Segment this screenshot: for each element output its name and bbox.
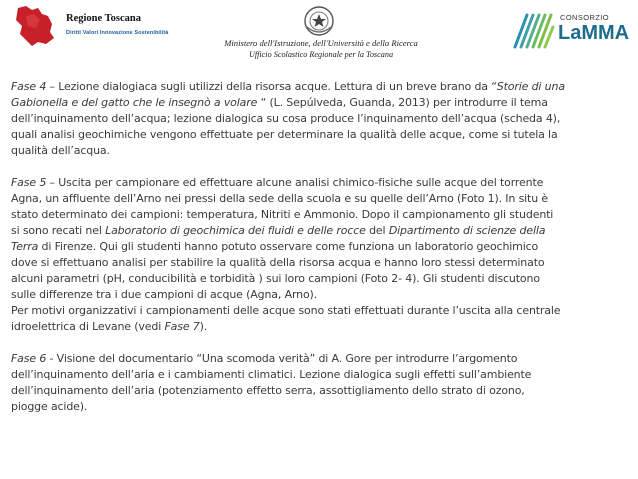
- paragraph-fase-4: [11, 79, 631, 159]
- text-line: [11, 319, 631, 335]
- text-span: - Visione del documentario “Una scomoda verità” di A. Gore per introdurre l’argomento: [46, 352, 518, 365]
- regione-toscana-tagline: Diritti Valori Innovazione Sostenibilità: [66, 30, 169, 36]
- text-span: “ (L. Sepúlveda, Guanda, 2013) per introdurre il tema: [257, 96, 548, 109]
- department-name: Terra: [11, 240, 39, 253]
- text-line: piogge acide).: [11, 400, 88, 413]
- text-line: [11, 351, 631, 367]
- text-line: sulle differenze tra i due campioni di acque (Agna, Arno).: [11, 288, 318, 301]
- lab-name: Laboratorio di geochimica dei fluidi e delle rocce: [105, 224, 366, 237]
- text-span: idroelettrica di Levane (vedi: [11, 320, 165, 333]
- phase-label: Fase 6: [11, 352, 47, 365]
- text-span: del: [365, 224, 389, 237]
- italian-republic-emblem-icon: [303, 5, 335, 37]
- paragraph-fase-5: [11, 175, 631, 335]
- lamma-name: LaMMA: [558, 22, 630, 44]
- text-line: [11, 239, 631, 255]
- text-line: dell’inquinamento dell’aria e i cambiamenti climatici. Lezione dialogica sugli effetti sull’ambiente: [11, 368, 532, 381]
- phase-label: Fase 4: [11, 80, 47, 93]
- paragraph-fase-6: [11, 351, 631, 415]
- text-line: [11, 175, 631, 191]
- text-span: si sono recati nel: [11, 224, 106, 237]
- document-body: [11, 79, 631, 431]
- book-title-part: Gabionella e del gatto che le insegnò a volare: [11, 96, 258, 109]
- text-span: – Uscita per campionare ed effettuare alcune analisi chimico-fisiche sulle acque del torrente: [46, 176, 544, 189]
- text-line: [11, 223, 631, 239]
- lamma-logo-icon: [511, 7, 555, 51]
- book-title-part: Storie di una: [496, 80, 565, 93]
- regione-toscana-name: Regione Toscana: [66, 13, 141, 24]
- text-line: [11, 79, 631, 95]
- department-name: Dipartimento di scienze della: [388, 224, 546, 237]
- text-line: qualità dell’acqua.: [11, 144, 110, 157]
- ministero-line-2: Ufficio Scolastico Regionale per la Toscana: [248, 50, 394, 59]
- ministero-line-1: Ministero dell'Istruzione, dell'Università e della Ricerca: [224, 38, 418, 48]
- text-line: dove si effettuano analisi per stabilire la qualità della risorsa acqua e hanno loro stessi determinato: [11, 256, 545, 269]
- text-line: Per motivi organizzativi i campionamenti delle acque sono stati effettuati durante l’uscita alla centrale: [11, 304, 561, 317]
- text-span: – Lezione dialogiaca sugli utilizzi della risorsa acque. Lettura di un breve brano da “: [46, 80, 497, 93]
- text-span: di Firenze. Qui gli studenti hanno potuto osservare come funziona un laboratorio geochimico: [38, 240, 539, 253]
- text-line: Agna, un affluente dell’Arno nei pressi della sede della scuola e su quelle dell’Arno (Foto 1). In situ è: [11, 192, 549, 205]
- text-line: dell’inquinamento dell’aria (potenziamento effetto serra, assottigliamento dello strato di ozono,: [11, 384, 525, 397]
- header: [0, 0, 638, 75]
- phase-reference: Fase 7: [164, 320, 200, 333]
- regione-toscana-logo: [12, 4, 58, 48]
- text-span: ).: [199, 320, 208, 333]
- text-line: quali analisi geochimiche vengono effettuate per determinare la qualità delle acque, come si tutela la: [11, 128, 558, 141]
- text-line: dell’inquinamento dell’acqua; lezione dialogica su cosa produce l’inquinamento dell’acqua (scheda 4),: [11, 112, 561, 125]
- lamma-consorzio-label: CONSORZIO: [560, 13, 610, 22]
- text-line: stato determinato dei campioni: temperatura, Nitriti e Ammonio. Dopo il campionamento gli studenti: [11, 208, 554, 221]
- phase-label: Fase 5: [11, 176, 47, 189]
- text-line: [11, 95, 631, 111]
- text-line: alcuni parametri (pH, conducibilità e torbidità ) sui loro campioni (Foto 2- 4). Gli studenti discutono: [11, 272, 540, 285]
